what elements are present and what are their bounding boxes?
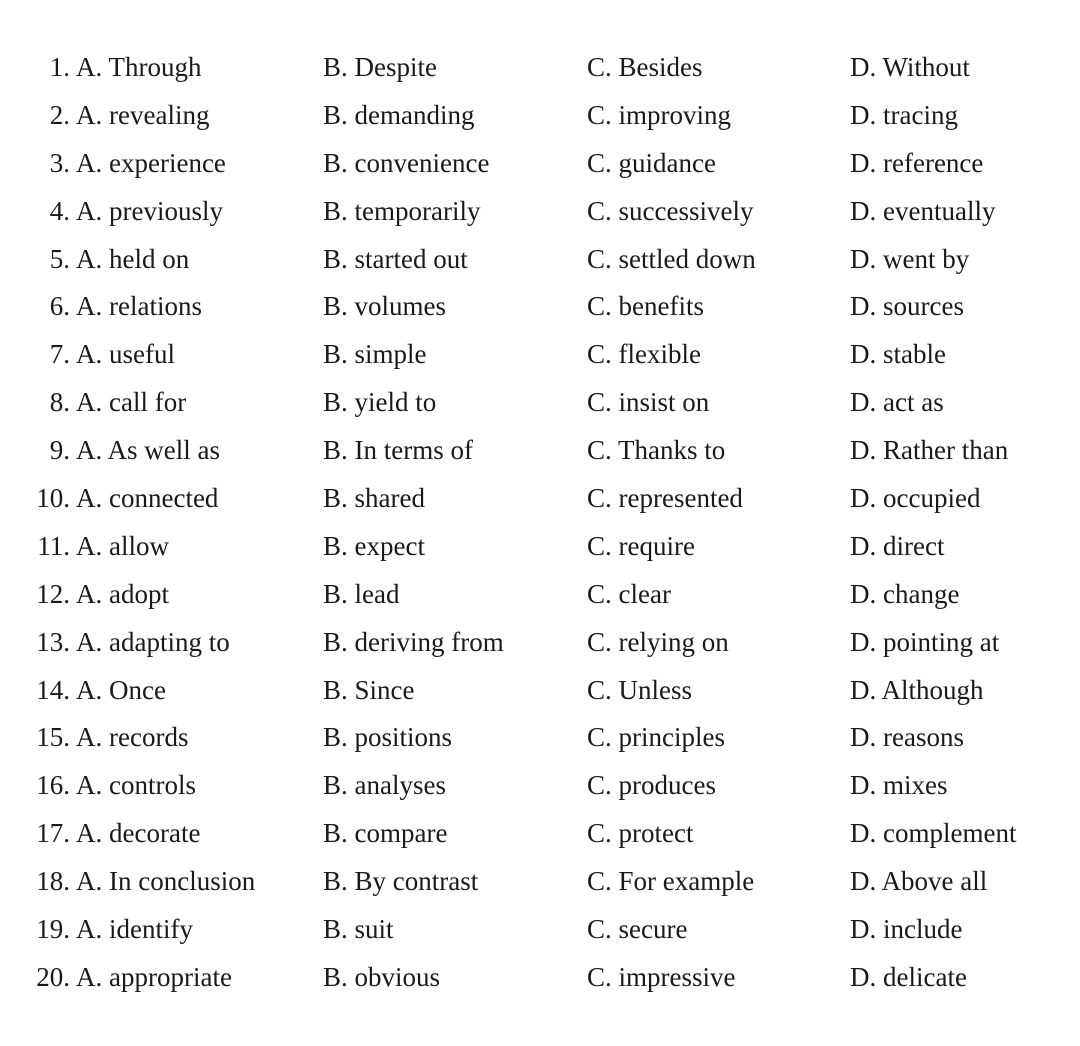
question-number: 18. [36,866,70,897]
question-number: 13. [36,626,70,657]
option-c: C. produces [587,770,716,801]
option-a: A. appropriate [76,961,232,992]
option-c: C. protect [587,818,694,849]
question-number: 2. [49,99,70,130]
option-a: A. allow [76,530,169,561]
option-c: C. Thanks to [587,435,726,466]
question-number: 11. [37,530,70,561]
question-row-8 [0,379,1080,427]
option-c: C. successively [587,195,754,226]
question-row-14 [0,667,1080,715]
option-d: D. Rather than [850,435,1009,466]
option-b: B. yield to [323,387,437,418]
option-c: C. require [587,530,695,561]
option-d: D. Although [850,674,984,705]
question-number: 19. [36,914,70,945]
question-number: 17. [36,818,70,849]
option-b: B. temporarily [323,195,481,226]
option-c: C. For example [587,866,755,897]
option-d: D. eventually [850,195,996,226]
option-d: D. stable [850,339,946,370]
option-a: A. records [76,722,189,753]
question-number: 5. [49,243,70,274]
option-b: B. expect [323,530,425,561]
question-row-19 [0,906,1080,954]
question-row-9 [0,427,1080,475]
question-row-15 [0,714,1080,762]
option-b: B. shared [323,483,425,514]
question-row-11 [0,523,1080,571]
question-row-7 [0,331,1080,379]
option-d: D. include [850,914,963,945]
option-a: A. In conclusion [76,866,256,897]
question-row-1 [0,44,1080,92]
option-a: A. revealing [76,99,210,130]
question-row-10 [0,475,1080,523]
option-d: D. pointing at [850,626,1000,657]
option-a: A. connected [76,483,219,514]
option-d: D. direct [850,530,945,561]
question-row-2 [0,92,1080,140]
option-b: B. By contrast [323,866,479,897]
option-d: D. reference [850,147,984,178]
question-row-17 [0,810,1080,858]
option-a: A. experience [76,147,226,178]
question-row-18 [0,858,1080,906]
option-c: C. principles [587,722,725,753]
option-a: A. Through [76,52,202,82]
option-c: C. represented [587,483,743,514]
question-number: 14. [36,674,70,705]
question-number: 6. [49,291,70,322]
option-b: B. analyses [323,770,446,801]
option-b: B. compare [323,818,448,849]
option-d: D. complement [850,818,1017,849]
option-a: A. As well as [76,435,220,466]
question-row-3 [0,140,1080,188]
option-c: C. clear [587,578,671,609]
option-d: D. occupied [850,483,981,514]
option-c: C. insist on [587,387,710,418]
option-a: A. call for [76,387,187,418]
option-b: B. simple [323,339,427,370]
option-c: C. relying on [587,626,729,657]
option-a: A. relations [76,291,202,322]
option-b: B. Despite [323,52,437,82]
option-b: B. lead [323,578,400,609]
question-row-16 [0,762,1080,810]
question-number: 20. [36,961,70,992]
question-row-6 [0,283,1080,331]
option-d: D. Above all [850,866,988,897]
question-number: 3. [49,147,70,178]
question-number: 8. [49,387,70,418]
option-a: A. previously [76,195,223,226]
question-number: 1. [49,52,70,82]
question-number: 9. [49,435,70,466]
option-d: D. mixes [850,770,948,801]
option-b: B. positions [323,722,453,753]
option-b: B. demanding [323,99,475,130]
option-c: C. guidance [587,147,716,178]
question-number: 4. [49,195,70,226]
option-b: B. suit [323,914,394,945]
question-row-13 [0,619,1080,667]
option-c: C. secure [587,914,688,945]
option-a: A. identify [76,914,193,945]
option-b: B. obvious [323,961,441,992]
option-b: B. convenience [323,147,490,178]
option-a: A. decorate [76,818,201,849]
option-b: B. started out [323,243,468,274]
option-b: B. volumes [323,291,447,322]
question-number: 15. [36,722,70,753]
option-a: A. Once [76,674,166,705]
option-c: C. flexible [587,339,701,370]
question-row-4 [0,188,1080,236]
question-number: 12. [36,578,70,609]
question-row-5 [0,236,1080,284]
option-b: B. deriving from [323,626,504,657]
option-c: C. Besides [587,52,703,82]
option-d: D. act as [850,387,944,418]
option-a: A. useful [76,339,175,370]
option-c: C. benefits [587,291,704,322]
question-row-12 [0,571,1080,619]
option-d: D. Without [850,52,970,82]
option-a: A. adopt [76,578,169,609]
question-number: 16. [36,770,70,801]
question-number: 7. [49,339,70,370]
option-d: D. went by [850,243,970,274]
option-c: C. improving [587,99,732,130]
option-d: D. sources [850,291,964,322]
question-number: 10. [36,483,70,514]
option-c: C. impressive [587,961,736,992]
option-d: D. delicate [850,961,967,992]
option-d: D. reasons [850,722,964,753]
option-c: C. settled down [587,243,756,274]
option-a: A. adapting to [76,626,230,657]
answer-options-sheet [0,44,1080,1002]
option-a: A. held on [76,243,190,274]
question-row-20 [0,954,1080,1002]
option-b: B. Since [323,674,415,705]
option-b: B. In terms of [323,435,473,466]
option-d: D. change [850,578,960,609]
option-a: A. controls [76,770,196,801]
option-c: C. Unless [587,674,693,705]
option-d: D. tracing [850,99,958,130]
